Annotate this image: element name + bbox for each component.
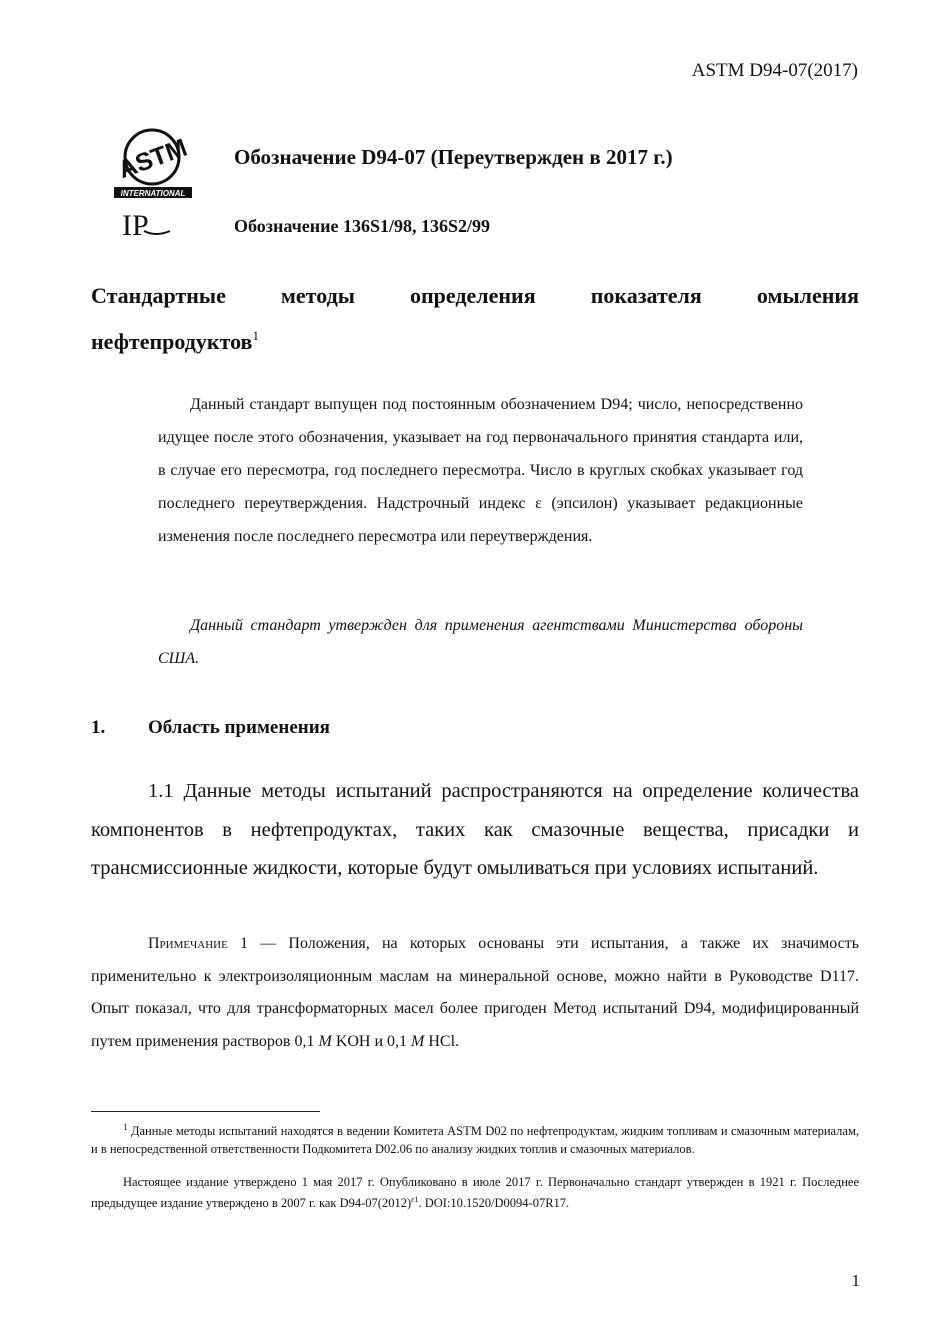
note-text-a: — Положения, на которых основаны эти испытания, а также их значимость применительно к электроизоляционным маслам на минеральной основе, можно найти в Руководстве D117. Опыт показал, что для трансформаторных масел более пригоден Метод испытаний D94, модифицированный путем применения растворов 0,1 bbox=[91, 935, 859, 1050]
note-paragraph bbox=[91, 928, 859, 1058]
note-text-c: HCl. bbox=[424, 1032, 460, 1050]
section-heading bbox=[91, 717, 330, 739]
note-molar-1: M bbox=[318, 1032, 332, 1050]
page-number: 1 bbox=[851, 1271, 860, 1290]
footnote-2-text-b: . DOI:10.1520/D0094-07R17. bbox=[418, 1196, 570, 1210]
standard-title-word: нефтепродуктов bbox=[91, 329, 253, 354]
astm-ip-logo bbox=[112, 127, 196, 239]
note-molar-2: M bbox=[411, 1032, 425, 1050]
ip-designation-title: Обозначение 136S1/98, 136S2/99 bbox=[234, 216, 491, 236]
section-title: Область применения bbox=[148, 717, 330, 738]
footnote-2-sup: ε1 bbox=[411, 1195, 419, 1204]
footnote-1 bbox=[91, 1118, 859, 1158]
footnote-divider bbox=[91, 1111, 320, 1112]
ip-logo-text: IP bbox=[122, 209, 149, 239]
astm-logo-text: ASTM bbox=[114, 133, 191, 185]
note-text-b: KOH и 0,1 bbox=[331, 1032, 412, 1050]
standard-title-line2 bbox=[91, 316, 259, 362]
footnote-2 bbox=[91, 1173, 859, 1212]
note-label: Примечание 1 bbox=[148, 935, 249, 952]
designation-title: Обозначение D94-07 (Переутвержден в 2017 г.) bbox=[234, 145, 673, 169]
standard-title-line1: Стандартные методы определения показателя омыления bbox=[91, 283, 859, 308]
dod-approval-paragraph: Данный стандарт утвержден для применения агентствами Министерства обороны США. bbox=[158, 617, 803, 667]
scope-paragraph: 1.1 Данные методы испытаний распространяются на определение количества компонентов в нефтепродуктах, таких как смазочные вещества, присадки и трансмиссионные жидкости, которые будут омыливаться при условиях испытаний. bbox=[91, 780, 859, 879]
footnote-ref: 1 bbox=[252, 328, 259, 343]
footnote-2-text-a: Настоящее издание утверждено 1 мая 2017 г. Опубликовано в июле 2017 г. Первоначально стандарт утвержден в 1921 г. Последнее предыдущее издание утверждено в 2007 г. как D94-07(2012) bbox=[91, 1175, 859, 1210]
document-code: ASTM D94-07(2017) bbox=[691, 60, 858, 81]
astm-logo-subtext: INTERNATIONAL bbox=[120, 189, 186, 198]
footnote-number: 1 bbox=[123, 1122, 128, 1132]
astm-logo-icon bbox=[112, 127, 196, 239]
intro-paragraph: Данный стандарт выпущен под постоянным обозначением D94; число, непосредственно идущее после этого обозначения, указывает на год первоначального принятия стандарта или, в случае его пересмотра, год последнего пересмотра. Число в круглых скобках указывает год последнего переутверждения. Надстрочный индекс ε (эпсилон) указывает редакционные изменения после последнего пересмотра или переутверждения. bbox=[158, 396, 803, 545]
footnote-1-text: Данные методы испытаний находятся в ведении Комитета ASTM D02 по нефтепродуктам, жидким топливам и смазочным материалам, и в непосредственной ответственности Подкомитета D02.06 по анализу жидких топлив и смазочных материалов. bbox=[91, 1124, 859, 1156]
section-number: 1. bbox=[91, 717, 106, 738]
